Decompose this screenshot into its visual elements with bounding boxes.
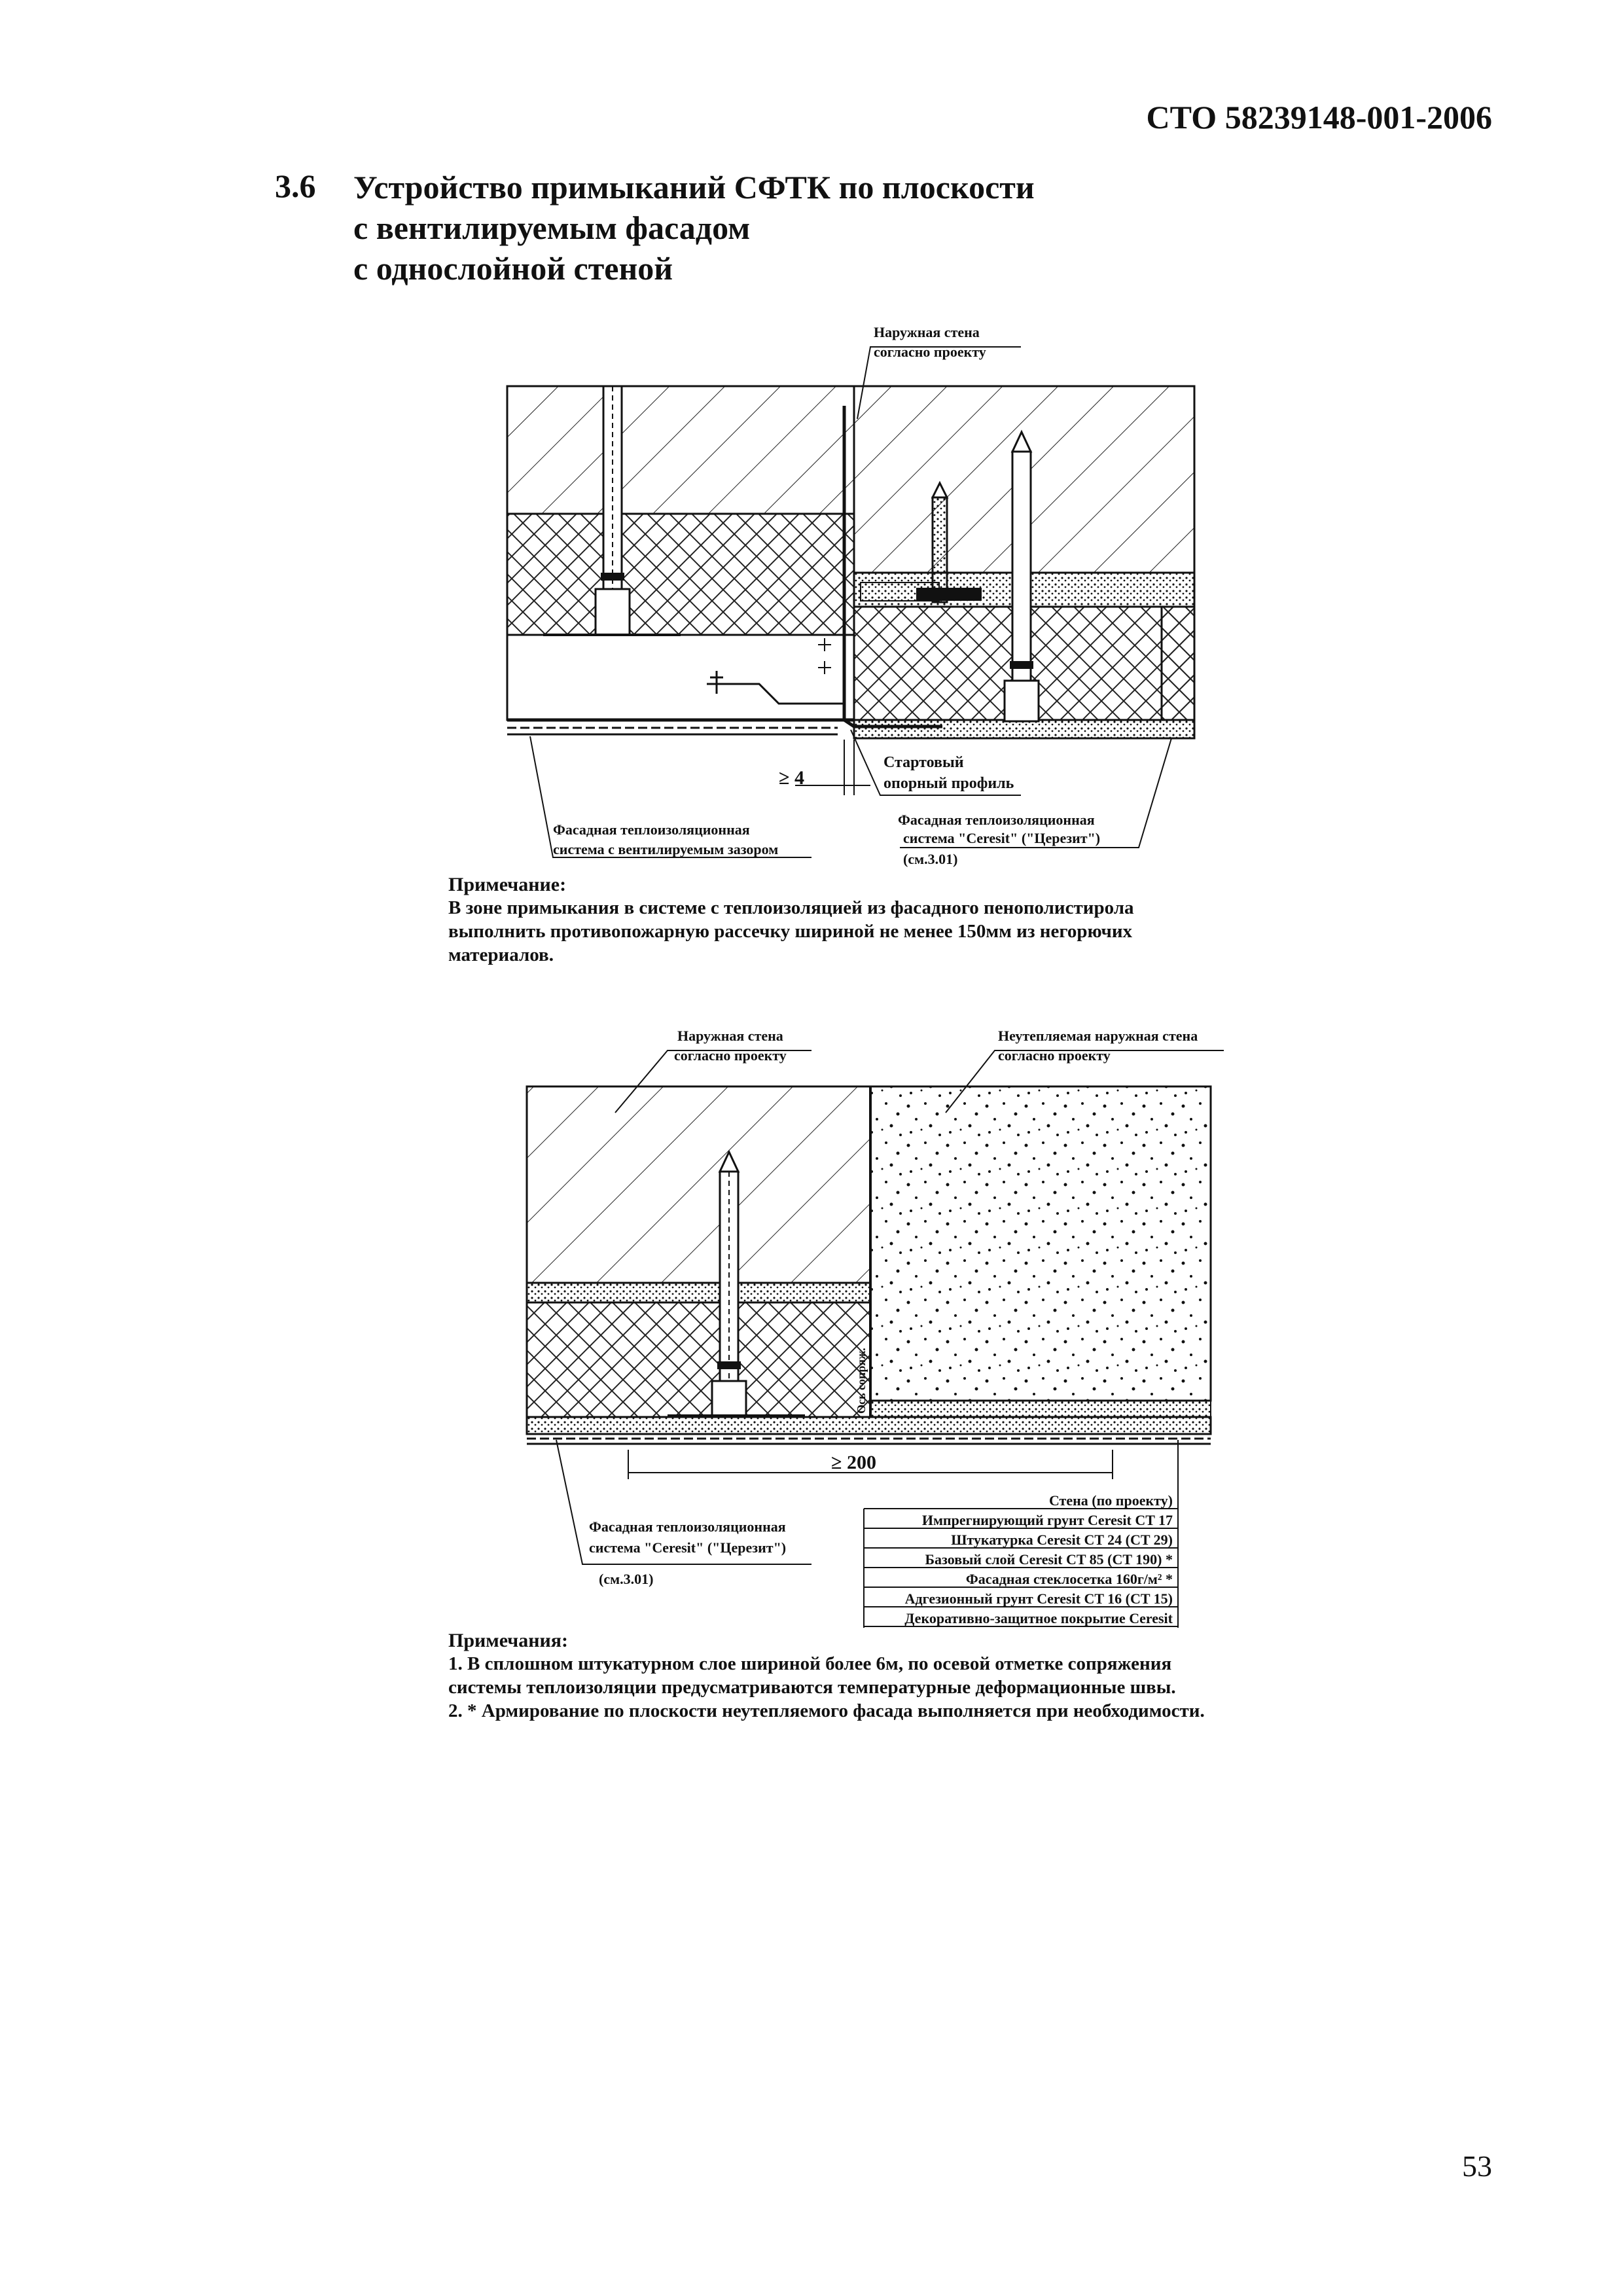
fig1-outer-wall-2: согласно проекту bbox=[874, 344, 986, 360]
figure-1 bbox=[507, 324, 1194, 867]
note-1-line: материалов. bbox=[448, 944, 554, 965]
fig2-layer: Базовый слой Ceresit CT 85 (CT 190) * bbox=[925, 1551, 1173, 1568]
note-2 bbox=[448, 1630, 1205, 1723]
note-2-heading: Примечания: bbox=[448, 1630, 569, 1651]
fig2-vertical-tag: Ось сопряж. bbox=[855, 1348, 868, 1414]
fig1-ceresit-1: Фасадная теплоизоляционная bbox=[898, 812, 1095, 828]
fig2-layer: Штукатурка Ceresit CT 24 (CT 29) bbox=[951, 1532, 1173, 1548]
fig2-wall bbox=[527, 1086, 870, 1283]
note-2-line: системы теплоизоляции предусматриваются температурные деформационные швы. bbox=[448, 1677, 1176, 1698]
fig2-layers-legend bbox=[864, 1440, 1178, 1628]
note-1-line: В зоне примыкания в системе с теплоизоляцией из фасадного пенополистирола bbox=[448, 897, 1134, 918]
fig1-start-profile-2: опорный профиль bbox=[883, 775, 1014, 792]
figure-2 bbox=[527, 1028, 1224, 1628]
fig1-insulation-left bbox=[507, 514, 854, 635]
fig2-layer: Импрегнирующий грунт Ceresit CT 17 bbox=[921, 1512, 1173, 1528]
section-title-line: с однослойной стеной bbox=[353, 250, 673, 287]
fig1-ceresit-2: система "Ceresit" ("Церезит") bbox=[903, 830, 1101, 846]
fig2-ceresit-ref: (см.3.01) bbox=[599, 1571, 654, 1587]
note-2-line: 1. В сплошном штукатурном слое шириной более 6м, по осевой отметке сопряжения bbox=[448, 1653, 1172, 1674]
fig2-uninsulated-1: Неутепляемая наружная стена bbox=[998, 1028, 1198, 1044]
fig2-uninsulated-wall bbox=[870, 1086, 1211, 1401]
fig1-ventilated-2: система с вентилируемым зазором bbox=[553, 841, 779, 857]
note-2-line: 2. * Армирование по плоскости неутепляемого фасада выполняется при необходимости. bbox=[448, 1700, 1205, 1721]
fig2-layer: Адгезионный грунт Ceresit CT 16 (CT 15) bbox=[904, 1590, 1173, 1607]
section-title-line: Устройство примыканий СФТК по плоскости bbox=[353, 169, 1035, 206]
note-1-heading: Примечание: bbox=[448, 874, 567, 895]
fig1-outer-wall-1: Наружная стена bbox=[874, 324, 980, 340]
fig2-outer-wall-1: Наружная стена bbox=[677, 1028, 783, 1044]
fig1-wall-left bbox=[507, 386, 854, 514]
fig2-layer: Декоративно-защитное покрытие Ceresit bbox=[904, 1610, 1173, 1626]
note-1-line: выполнить противопожарную рассечку шириной не менее 150мм из негорючих bbox=[448, 921, 1133, 942]
fig1-cladding-left bbox=[507, 635, 854, 720]
section-title-line: с вентилируемым фасадом bbox=[353, 209, 751, 246]
document-code: СТО 58239148-001-2006 bbox=[1146, 99, 1492, 135]
fig2-ceresit-1: Фасадная теплоизоляционная bbox=[589, 1518, 786, 1535]
fig2-ceresit-2: система "Ceresit" ("Церезит") bbox=[589, 1539, 787, 1556]
fig1-ventilated-1: Фасадная теплоизоляционная bbox=[553, 821, 750, 838]
fig2-insulation bbox=[527, 1302, 870, 1417]
fig2-outer-wall-2: согласно проекту bbox=[674, 1047, 787, 1064]
fig2-layer: Стена (по проекту) bbox=[1048, 1492, 1173, 1509]
fig2-layer: Фасадная стеклосетка 160г/м² * bbox=[965, 1571, 1173, 1587]
section-number: 3.6 bbox=[275, 168, 316, 204]
fig2-dim: ≥ 200 bbox=[831, 1452, 876, 1473]
fig1-start-profile-1: Стартовый bbox=[883, 754, 964, 771]
page-number: 53 bbox=[1462, 2149, 1492, 2183]
note-1 bbox=[448, 874, 1133, 967]
fig1-ceresit-ref: (см.3.01) bbox=[903, 851, 958, 867]
fig1-gap-dim: ≥ 4 bbox=[779, 767, 804, 789]
fig2-uninsulated-2: согласно проекту bbox=[998, 1047, 1111, 1064]
